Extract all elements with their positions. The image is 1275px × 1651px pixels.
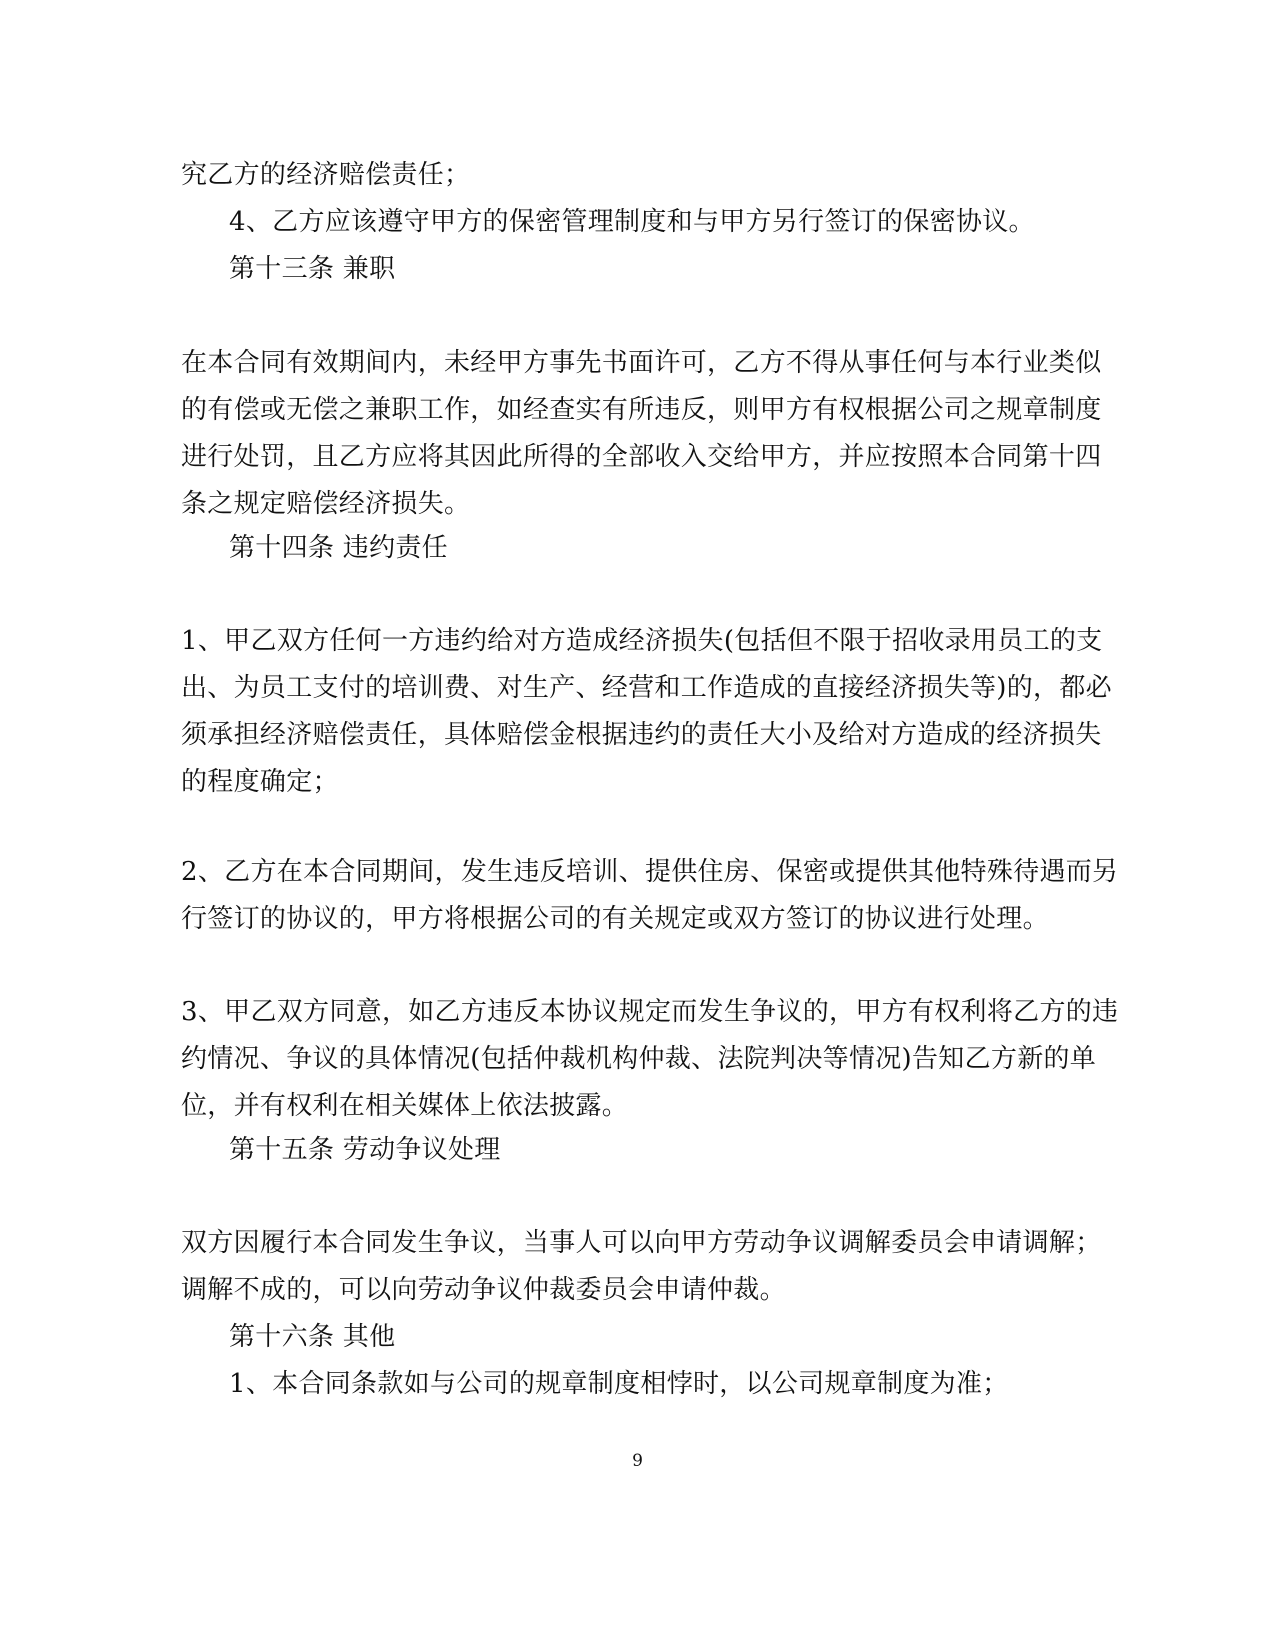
section-heading: 第十六条 其他 [229,1322,396,1352]
text-line: 进行处罚，且乙方应将其因此所得的全部收入交给甲方，并应按照本合同第十四 [181,442,1102,472]
text-line: 3、甲乙双方同意，如乙方违反本协议规定而发生争议的，甲方有权利将乙方的违 [181,997,1119,1027]
text-line: 4、乙方应该遵守甲方的保密管理制度和与甲方另行签订的保密协议。 [229,207,1035,237]
page-number: 9 [632,1451,643,1471]
section-heading: 第十三条 兼职 [229,254,396,284]
text-line: 1、本合同条款如与公司的规章制度相悖时，以公司规章制度为准； [229,1369,1009,1399]
text-line: 在本合同有效期间内，未经甲方事先书面许可，乙方不得从事任何与本行业类似 [181,348,1102,378]
text-line: 调解不成的，可以向劳动争议仲裁委员会申请仲裁。 [181,1275,786,1305]
text-line: 行签订的协议的，甲方将根据公司的有关规定或双方签订的协议进行处理。 [181,904,1049,934]
text-line: 究乙方的经济赔偿责任； [181,160,471,190]
text-line: 条之规定赔偿经济损失。 [181,489,471,519]
text-line: 2、乙方在本合同期间，发生违反培训、提供住房、保密或提供其他特殊待遇而另 [181,857,1119,887]
section-heading: 第十五条 劳动争议处理 [229,1135,501,1165]
text-line: 双方因履行本合同发生争议，当事人可以向甲方劳动争议调解委员会申请调解； [181,1228,1102,1258]
text-line: 须承担经济赔偿责任，具体赔偿金根据违约的责任大小及给对方造成的经济损失 [181,720,1102,750]
text-line: 出、为员工支付的培训费、对生产、经营和工作造成的直接经济损失等)的，都必 [181,673,1112,703]
section-heading: 第十四条 违约责任 [229,533,448,563]
text-line: 位，并有权利在相关媒体上依法披露。 [181,1091,629,1121]
text-line: 的程度确定； [181,767,339,797]
text-line: 约情况、争议的具体情况(包括仲裁机构仲裁、法院判决等情况)告知乙方新的单 [181,1044,1097,1074]
text-line: 的有偿或无偿之兼职工作，如经查实有所违反，则甲方有权根据公司之规章制度 [181,395,1102,425]
text-line: 1、甲乙双方任何一方违约给对方造成经济损失(包括但不限于招收录用员工的支 [181,626,1103,656]
